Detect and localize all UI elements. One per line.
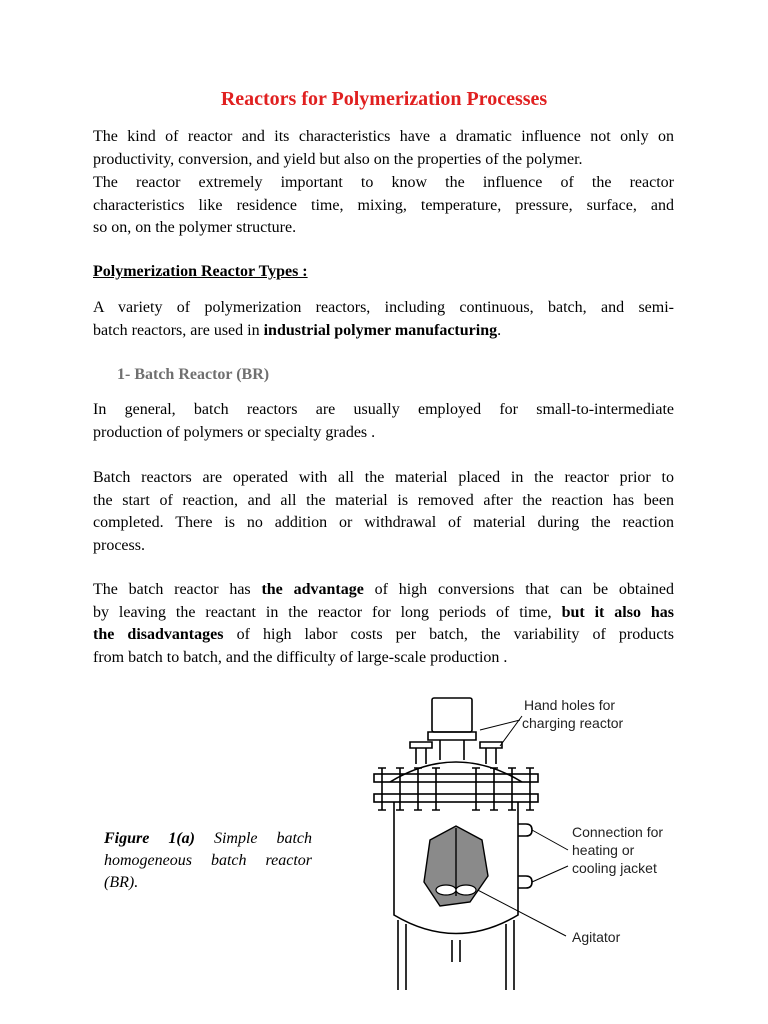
- text-run: The batch reactor has: [93, 581, 262, 598]
- text-line: [93, 579, 674, 602]
- text-line: productivity, conversion, and yield but also on the properties of the polymer.: [93, 150, 583, 168]
- text-run: batch reactors, are used in: [93, 321, 264, 339]
- jacket-connection-lower: [518, 876, 532, 888]
- text-run: of high conversions that can be obtained: [363, 581, 674, 598]
- bold-text: industrial polymer manufacturing: [263, 321, 498, 339]
- caption-label: Figure 1(a): [104, 830, 195, 847]
- label-connection-2: heating or: [572, 842, 635, 858]
- text-line: [93, 624, 674, 647]
- caption-line: homogeneous batch reactor: [104, 852, 312, 869]
- motor-base: [428, 732, 476, 740]
- text-line: so on, on the polymer structure.: [93, 219, 297, 236]
- text-line: the start of reaction, and all the material is removed after the reaction has been: [93, 491, 674, 509]
- batch-paragraph-1: [93, 399, 674, 444]
- reactor-types-paragraph: [93, 297, 674, 342]
- text-run: by leaving the reactant in the reactor for long periods of time,: [93, 603, 562, 621]
- bold-text: the disadvantages: [93, 626, 224, 643]
- text-run: .: [497, 321, 502, 339]
- text-run: of high labor costs per batch, the variability of products: [223, 626, 674, 643]
- label-connection-3: cooling jacket: [572, 860, 657, 876]
- figure-caption: [104, 828, 312, 894]
- text-line: characteristics like residence time, mixing, temperature, pressure, surface, and: [93, 196, 674, 214]
- intro-paragraph-1: [93, 126, 674, 171]
- agitator-blade-left: [436, 885, 456, 895]
- text-line: [93, 602, 674, 625]
- motor-stand: [440, 740, 464, 760]
- batch-reactor-heading: 1- Batch Reactor (BR): [117, 366, 270, 383]
- text-line: A variety of polymerization reactors, including continuous, batch, and semi-: [93, 299, 674, 316]
- text-line: production of polymers or specialty grades .: [93, 423, 376, 441]
- label-connection-1: Connection for: [572, 824, 664, 840]
- caption-line: (BR).: [104, 874, 139, 891]
- hand-hole-left: [410, 742, 432, 764]
- connection-pointer: [532, 830, 568, 882]
- caption-line: [104, 828, 312, 850]
- batch-paragraph-2: [93, 467, 674, 557]
- jacket-connection-upper: [518, 824, 532, 836]
- reactor-legs: [398, 920, 514, 990]
- label-hand-holes-2: charging reactor: [522, 715, 624, 731]
- label-hand-holes-1: Hand holes for: [524, 697, 616, 713]
- text-line: process.: [93, 536, 145, 554]
- text-line: In general, batch reactors are usually employed for small-to-intermediate: [93, 401, 674, 418]
- motor-housing: [432, 698, 472, 732]
- section-heading: Polymerization Reactor Types :: [93, 263, 308, 280]
- page-title: Reactors for Polymerization Processes: [220, 88, 548, 110]
- text-line: The kind of reactor and its characteristics have a dramatic influence not only on: [93, 128, 674, 145]
- batch-paragraph-3: [93, 579, 674, 669]
- hand-hole-right: [480, 742, 502, 764]
- lower-flange: [374, 794, 538, 802]
- text-line: from batch to batch, and the difficulty of large-scale production .: [93, 648, 508, 666]
- bold-text: but it also has: [561, 603, 674, 621]
- intro-paragraph-2: [93, 172, 674, 240]
- text-line: [93, 320, 674, 343]
- text-line: completed. There is no addition or withdrawal of material during the reaction: [93, 514, 674, 531]
- text-line: Batch reactors are operated with all the material placed in the reactor prior to: [93, 469, 674, 486]
- reactor-dome: [390, 762, 522, 782]
- label-agitator: Agitator: [572, 929, 621, 945]
- batch-reactor-diagram: [360, 690, 690, 1000]
- bold-text: the advantage: [261, 581, 364, 598]
- caption-text: Simple batch: [194, 830, 312, 847]
- text-line: The reactor extremely important to know the influence of the reactor: [93, 174, 674, 191]
- agitator-blade-right: [456, 885, 476, 895]
